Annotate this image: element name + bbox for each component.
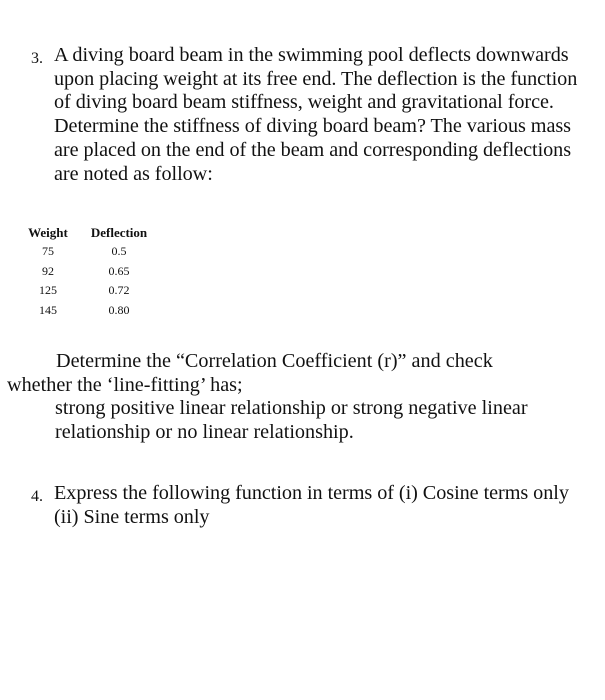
- correlation-line-1: Determine the “Correlation Coefficient (r)” and check: [56, 350, 493, 372]
- deflection-cell: 0.65: [108, 263, 130, 278]
- table-row: [23, 242, 151, 261]
- table-header-row: [23, 223, 151, 242]
- weight-deflection-table: [23, 223, 151, 320]
- weight-cell: 75: [42, 244, 54, 259]
- weight-cell: 92: [42, 263, 54, 278]
- question-4-number: 4.: [31, 488, 43, 505]
- table-row: [23, 301, 151, 320]
- weight-cell: 145: [39, 302, 57, 317]
- table-row: [23, 262, 151, 281]
- question-4-text: Express the following function in terms of (i) Cosine terms only (ii) Sine terms only: [54, 482, 569, 528]
- question-4: [24, 482, 594, 529]
- question-3: [24, 44, 594, 186]
- question-3-number: 3.: [31, 50, 43, 67]
- weight-cell: 125: [39, 283, 57, 298]
- deflection-cell: 0.80: [108, 302, 130, 317]
- table-row: [23, 281, 151, 300]
- header-weight: Weight: [28, 225, 68, 240]
- question-3-text: A diving board beam in the swimming pool deflects downwards upon placing weight at its free end. The deflection is the function of diving board beam stiffness, weight and gravitational force. Determine the stiffness of diving board beam? The various mass are placed on the end of the beam and corresponding deflections are noted as follow:: [54, 44, 578, 185]
- correlation-line-2: whether the ‘line-fitting’ has;: [7, 373, 243, 396]
- deflection-cell: 0.5: [111, 244, 127, 259]
- correlation-instructions: [7, 350, 592, 445]
- header-deflection: Deflection: [90, 225, 148, 240]
- correlation-line-3: strong positive linear relationship or strong negative linear relationship or no linear relationship.: [55, 397, 528, 444]
- deflection-cell: 0.72: [108, 283, 130, 298]
